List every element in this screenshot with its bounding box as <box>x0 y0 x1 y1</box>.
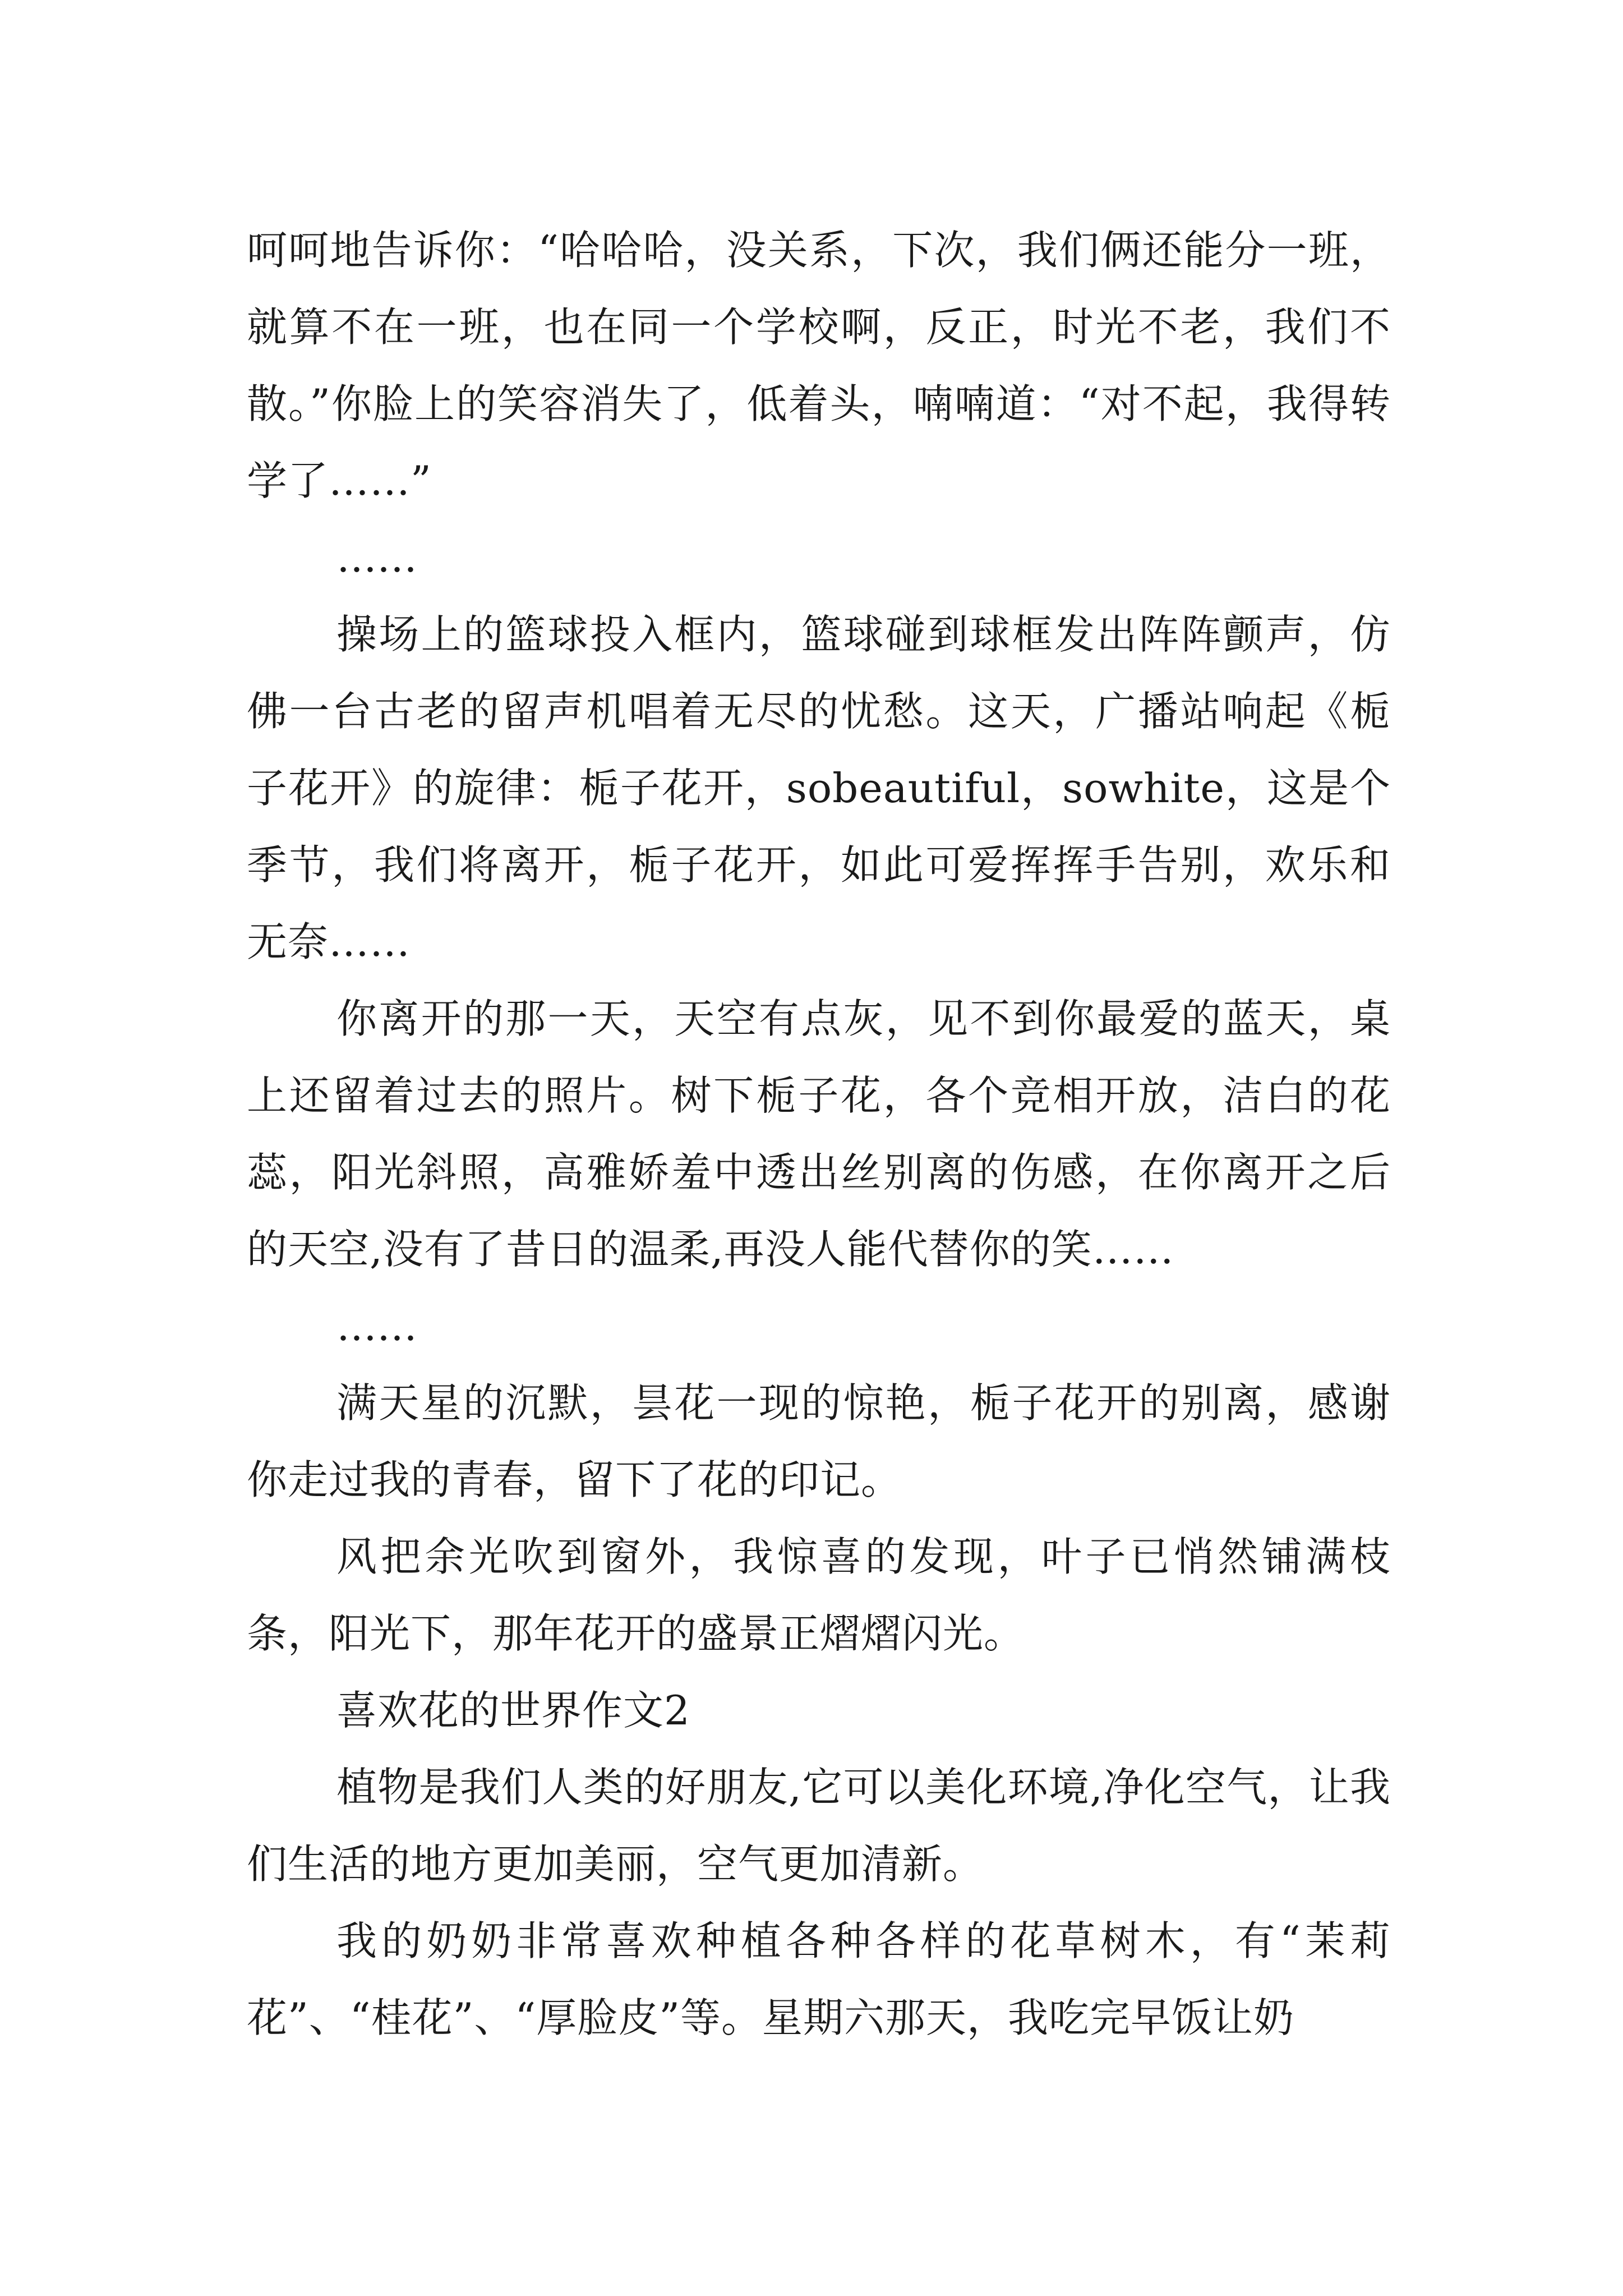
paragraph-4: 你离开的那一天，天空有点灰，见不到你最爱的蓝天，桌上还留着过去的照片。树下栀子花，各个竞相开放，洁白的花蕊，阳光斜照，高雅娇羞中透出丝别离的伤感，在你离开之后的天空,没有了昔日的温柔,再没人能代替你的笑…… <box>247 995 1391 1273</box>
paragraph-3: 操场上的篮球投入框内，篮球碰到球框发出阵阵颤声，仿佛一台古老的留声机唱着无尽的忧愁。这天，广播站响起《栀子花开》的旋律：栀子花开，sobeautiful，sowhite，这是个季节，我们将离开，栀子花开，如此可爱挥挥手告别，欢乐和无奈…… <box>247 611 1391 965</box>
paragraph-9: 植物是我们人类的好朋友,它可以美化环境,净化空气，让我们生活的地方更加美丽，空气更加清新。 <box>247 1764 1391 1888</box>
paragraph-6: 满天星的沉默，昙花一现的惊艳，栀子花开的别离，感谢你走过我的青春，留下了花的印记。 <box>247 1379 1391 1503</box>
paragraph-ellipsis-2: …… <box>336 1303 417 1350</box>
paragraph-7: 风把余光吹到窗外，我惊喜的发现，叶子已悄然铺满枝条，阳光下，那年花开的盛景正熠熠闪光。 <box>247 1533 1391 1657</box>
paragraph-10: 我的奶奶非常喜欢种植各种各样的花草树木，有“茉莉花”、“桂花”、“厚脸皮”等。星期六那天，我吃完早饭让奶 <box>247 1917 1391 2041</box>
paragraph-1: 呵呵地告诉你：“哈哈哈，没关系，下次，我们俩还能分一班，就算不在一班，也在同一个学校啊，反正，时光不老，我们不散。”你脸上的笑容消失了，低着头，喃喃道：“对不起，我得转学了……” <box>247 227 1391 504</box>
paragraph-ellipsis-1: …… <box>336 534 417 581</box>
document-body <box>247 212 1391 2056</box>
section-heading: 喜欢花的世界作文2 <box>336 1687 690 1734</box>
